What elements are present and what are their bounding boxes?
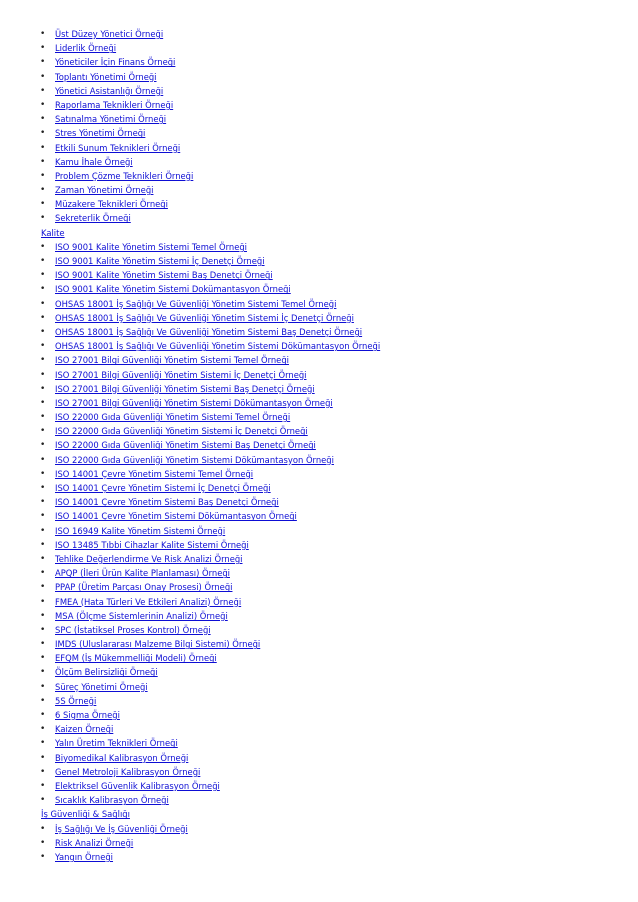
list-item-link[interactable]: SPC (İstatiksel Proses Kontrol) Örneği <box>55 624 211 635</box>
bullet-icon: • <box>40 710 46 720</box>
list-item <box>0 651 638 665</box>
list-item <box>0 353 638 367</box>
list-item-link[interactable]: ISO 22000 Gıda Güvenliği Yönetim Sistemi Baş Denetçi Örneği <box>55 440 316 451</box>
bullet-icon: • <box>40 752 46 763</box>
section-heading-link[interactable]: Kalite <box>41 227 65 238</box>
list-item-link[interactable]: Zaman Yönetimi Örneği <box>55 185 154 196</box>
list-item <box>0 410 638 424</box>
bullet-icon: • <box>40 511 46 522</box>
bullet-icon: • <box>40 256 46 266</box>
list-item <box>0 339 638 353</box>
list-item <box>0 382 638 396</box>
list-item-link[interactable]: APQP (İleri Ürün Kalite Planlaması) Örneği <box>55 568 230 579</box>
list-item <box>0 254 638 268</box>
list-item <box>0 325 638 339</box>
list-item-link[interactable]: ISO 9001 Kalite Yönetim Sistemi Temel Örneği <box>55 241 247 252</box>
list-item-link[interactable]: OHSAS 18001 İş Sağlığı Ve Güvenliği Yönetim Sistemi İç Denetçi Örneği <box>55 312 354 323</box>
list-item <box>0 98 638 112</box>
bullet-icon: • <box>40 326 46 337</box>
bullet-icon: • <box>40 724 46 735</box>
list-item-link[interactable]: ISO 22000 Gıda Güvenliği Yönetim Sistemi İç Denetçi Örneği <box>55 426 308 437</box>
list-item <box>0 751 638 765</box>
bullet-icon: • <box>40 142 46 153</box>
list-item-link[interactable]: Sekreterlik Örneği <box>55 213 131 224</box>
list-item-link[interactable]: İş Sağlığı Ve İş Güvenliği Örneği <box>55 823 188 834</box>
bullet-icon: • <box>40 213 46 224</box>
list-item <box>0 396 638 410</box>
section-heading-link[interactable]: İş Güvenliği & Sağlığı <box>41 809 130 820</box>
list-item-link[interactable]: FMEA (Hata Türleri Ve Etkileri Analizi) Örneği <box>55 596 242 607</box>
bullet-icon: • <box>40 312 46 323</box>
bullet-icon: • <box>40 823 46 834</box>
list-item-link[interactable]: Yalın Üretim Teknikleri Örneği <box>55 738 178 749</box>
bullet-icon: • <box>40 596 46 607</box>
list-item-link[interactable]: ISO 27001 Bilgi Güvenliği Yönetim Sistemi Dökümantasyon Örneği <box>55 397 333 408</box>
list-item <box>0 722 638 736</box>
list-item <box>0 495 638 509</box>
list-item <box>0 424 638 438</box>
list-item-link[interactable]: EFQM (İş Mükemmelliği Modeli) Örneği <box>55 653 217 664</box>
list-item <box>0 708 638 722</box>
list-item <box>0 623 638 637</box>
list-item-link[interactable]: ISO 22000 Gıda Güvenliği Yönetim Sistemi Dökümantasyon Örneği <box>55 454 334 465</box>
bullet-icon: • <box>40 99 46 110</box>
bullet-icon: • <box>40 29 46 39</box>
list-item <box>0 155 638 169</box>
list-item <box>0 141 638 155</box>
bullet-icon: • <box>40 639 46 650</box>
list-item <box>0 595 638 609</box>
bullet-icon: • <box>40 468 46 479</box>
list-item-link[interactable]: IMDS (Uluslararası Malzeme Bilgi Sistemi) Örneği <box>55 639 261 650</box>
list-item <box>0 297 638 311</box>
list-item-link[interactable]: Problem Çözme Teknikleri Örneği <box>55 170 194 181</box>
list-item-link[interactable]: Etkili Sunum Teknikleri Örneği <box>55 142 181 153</box>
list-item-link[interactable]: Müzakere Teknikleri Örneği <box>55 199 168 210</box>
list-item <box>0 282 638 296</box>
list-item-link[interactable]: Ölçüm Belirsizliği Örneği <box>55 667 158 678</box>
bullet-icon: • <box>40 610 46 621</box>
list-item <box>0 580 638 594</box>
list-item <box>0 41 638 55</box>
bullet-icon: • <box>40 738 46 749</box>
bullet-icon: • <box>40 695 46 706</box>
list-item <box>0 453 638 467</box>
bullet-icon: • <box>40 539 46 550</box>
list-item-link[interactable]: Yönetici Asistanlığı Örneği <box>55 85 164 96</box>
list-item-link[interactable]: ISO 16949 Kalite Yönetim Sistemi Örneği <box>55 525 226 536</box>
bullet-icon: • <box>40 440 46 451</box>
bullet-icon: • <box>40 355 46 366</box>
list-item-link[interactable]: Risk Analizi Örneği <box>55 837 134 848</box>
bullet-icon: • <box>40 412 46 423</box>
bullet-icon: • <box>40 454 46 465</box>
list-item-link[interactable]: Süreç Yönetimi Örneği <box>55 681 148 692</box>
bullet-icon: • <box>40 624 46 635</box>
bullet-icon: • <box>40 71 46 82</box>
bullet-icon: • <box>40 43 46 54</box>
list-item-link[interactable]: ISO 27001 Bilgi Güvenliği Yönetim Sistemi Temel Örneği <box>55 355 289 366</box>
list-item <box>0 311 638 325</box>
bullet-icon: • <box>40 114 46 125</box>
list-item-link[interactable]: ISO 14001 Çevre Yönetim Sistemi Dökümantasyon Örneği <box>55 511 297 522</box>
bullet-icon: • <box>40 780 46 791</box>
section-heading-row <box>0 226 638 240</box>
bullet-icon: • <box>40 653 46 664</box>
list-item <box>0 637 638 651</box>
bullet-icon: • <box>40 397 46 408</box>
list-item <box>0 197 638 211</box>
list-item <box>0 793 638 807</box>
list-item-link[interactable]: Yöneticiler İçin Finans Örneği <box>55 57 176 68</box>
list-item-link[interactable]: ISO 9001 Kalite Yönetim Sistemi İç Denetçi Örneği <box>55 256 265 266</box>
list-item-link[interactable]: ISO 13485 Tıbbi Cihazlar Kalite Sistemi Örneği <box>55 539 249 550</box>
list-item-link[interactable]: ISO 27001 Bilgi Güvenliği Yönetim Sistemi İç Denetçi Örneği <box>55 369 307 380</box>
bullet-icon: • <box>40 298 46 309</box>
bullet-icon: • <box>40 553 46 564</box>
list-item <box>0 183 638 197</box>
list-item-link[interactable]: Genel Metroloji Kalibrasyon Örneği <box>55 766 201 777</box>
list-item <box>0 169 638 183</box>
bullet-icon: • <box>40 766 46 777</box>
list-item <box>0 438 638 452</box>
list-item <box>0 70 638 84</box>
bullet-icon: • <box>40 837 46 848</box>
list-item-link[interactable]: OHSAS 18001 İş Sağlığı Ve Güvenliği Yönetim Sistemi Dökümantasyon Örneği <box>55 341 381 352</box>
bullet-icon: • <box>40 270 46 281</box>
bullet-icon: • <box>40 170 46 181</box>
bullet-icon: • <box>40 426 46 437</box>
list-item-link[interactable]: Elektriksel Güvenlik Kalibrasyon Örneği <box>55 780 220 791</box>
list-item-link[interactable]: Stres Yönetimi Örneği <box>55 128 146 139</box>
list-item <box>0 680 638 694</box>
list-item-link[interactable]: Yangın Örneği <box>55 851 114 862</box>
list-item <box>0 566 638 580</box>
bullet-icon: • <box>40 568 46 579</box>
list-item <box>0 126 638 140</box>
bullet-icon: • <box>40 241 46 252</box>
list-item-link[interactable]: Raporlama Teknikleri Örneği <box>55 99 174 110</box>
list-item <box>0 467 638 481</box>
list-item-link[interactable]: Satınalma Yönetimi Örneği <box>55 114 167 125</box>
bullet-icon: • <box>40 369 46 380</box>
document-body <box>0 27 638 864</box>
list-item <box>0 481 638 495</box>
bullet-icon: • <box>40 681 46 692</box>
list-item <box>0 538 638 552</box>
bullet-icon: • <box>40 156 46 167</box>
list-item-link[interactable]: MSA (Ölçme Sistemlerinin Analizi) Örneği <box>55 610 228 621</box>
list-item <box>0 850 638 864</box>
list-item <box>0 55 638 69</box>
bullet-icon: • <box>40 128 46 139</box>
list-item-link[interactable]: ISO 9001 Kalite Yönetim Sistemi Baş Denetçi Örneği <box>55 270 273 281</box>
bullet-icon: • <box>40 185 46 196</box>
list-item-link[interactable]: Liderlik Örneği <box>55 43 117 54</box>
bullet-icon: • <box>40 284 46 295</box>
bullet-icon: • <box>40 483 46 493</box>
list-item <box>0 609 638 623</box>
bullet-icon: • <box>40 199 46 210</box>
list-item-link[interactable]: Tehlike Değerlendirme Ve Risk Analizi Örneği <box>55 553 243 564</box>
list-item <box>0 509 638 523</box>
list-item <box>0 736 638 750</box>
list-item <box>0 822 638 836</box>
bullet-icon: • <box>40 497 46 508</box>
list-item-link[interactable]: Kaizen Örneği <box>55 724 114 735</box>
bullet-icon: • <box>40 57 46 68</box>
list-item <box>0 268 638 282</box>
list-item-link[interactable]: 6 Sigma Örneği <box>55 710 120 720</box>
section-heading-row <box>0 807 638 821</box>
list-item <box>0 552 638 566</box>
bullet-icon: • <box>40 383 46 394</box>
list-item <box>0 665 638 679</box>
list-item <box>0 524 638 538</box>
list-item-link[interactable]: Üst Düzey Yönetici Örneği <box>55 29 164 39</box>
bullet-icon: • <box>40 525 46 536</box>
list-item <box>0 368 638 382</box>
bullet-icon: • <box>40 582 46 593</box>
list-item <box>0 779 638 793</box>
list-item-link[interactable]: OHSAS 18001 İş Sağlığı Ve Güvenliği Yönetim Sistemi Baş Denetçi Örneği <box>55 326 363 337</box>
list-item-link[interactable]: Kamu İhale Örneği <box>55 156 133 167</box>
list-item <box>0 211 638 225</box>
list-item <box>0 240 638 254</box>
list-item-link[interactable]: PPAP (Üretim Parçası Onay Prosesi) Örneği <box>55 582 233 593</box>
list-item-link[interactable]: ISO 9001 Kalite Yönetim Sistemi Dokümantasyon Örneği <box>55 284 291 295</box>
list-item <box>0 27 638 41</box>
list-item-link[interactable]: ISO 27001 Bilgi Güvenliği Yönetim Sistemi Baş Denetçi Örneği <box>55 383 315 394</box>
list-item <box>0 694 638 708</box>
list-item <box>0 765 638 779</box>
list-item <box>0 836 638 850</box>
list-item-link[interactable]: ISO 14001 Çevre Yönetim Sistemi Temel Örneği <box>55 468 254 479</box>
bullet-icon: • <box>40 851 46 862</box>
list-item-link[interactable]: ISO 22000 Gıda Güvenliği Yönetim Sistemi Temel Örneği <box>55 412 291 423</box>
list-item-link[interactable]: 5S Örneği <box>55 695 97 706</box>
list-item-link[interactable]: ISO 14001 Çevre Yönetim Sistemi Baş Denetçi Örneği <box>55 497 279 508</box>
list-item <box>0 84 638 98</box>
list-item-link[interactable]: Biyomedikal Kalibrasyon Örneği <box>55 752 189 763</box>
list-item-link[interactable]: Sıcaklık Kalibrasyon Örneği <box>55 795 169 806</box>
bullet-icon: • <box>40 341 46 352</box>
bullet-icon: • <box>40 85 46 96</box>
list-item-link[interactable]: Toplantı Yönetimi Örneği <box>55 71 157 82</box>
list-item-link[interactable]: ISO 14001 Çevre Yönetim Sistemi İç Denetçi Örneği <box>55 483 271 493</box>
bullet-icon: • <box>40 795 46 806</box>
bullet-icon: • <box>40 667 46 678</box>
list-item <box>0 112 638 126</box>
list-item-link[interactable]: OHSAS 18001 İş Sağlığı Ve Güvenliği Yönetim Sistemi Temel Örneği <box>55 298 337 309</box>
